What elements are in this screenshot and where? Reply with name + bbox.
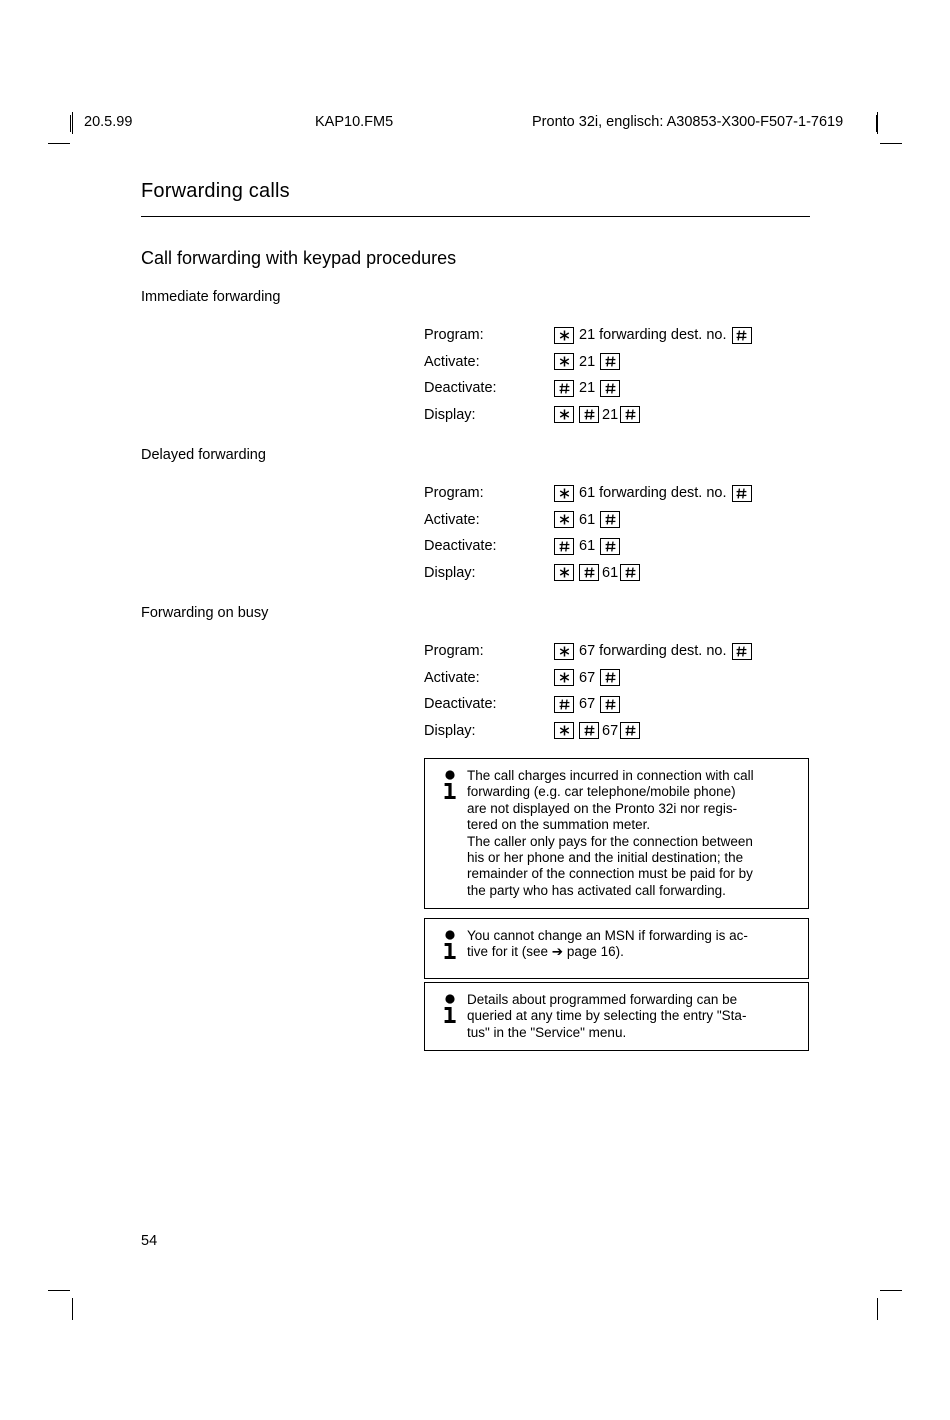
note-box-msn-change <box>424 918 809 979</box>
chapter-rule <box>141 216 810 217</box>
procedure-text: 61 <box>602 564 619 581</box>
hash-key-icon <box>732 485 752 502</box>
procedure-key-sequence <box>554 643 752 660</box>
note-line: the party who has activated call forwarding. <box>467 882 726 898</box>
header-date: 20.5.99 <box>84 114 133 130</box>
hash-key-icon <box>554 380 574 397</box>
procedure-text: 67 <box>602 722 619 739</box>
header-document-id: Pronto 32i, englisch: A30853-X300-F507-1-7619 <box>532 114 844 130</box>
procedure-key-sequence <box>554 406 640 423</box>
hash-key-icon <box>620 406 640 423</box>
info-icon <box>433 768 467 809</box>
hash-key-icon <box>579 722 599 739</box>
procedure-row <box>424 665 752 692</box>
procedure-text: 21 <box>579 353 596 370</box>
procedure-key-sequence <box>554 669 620 686</box>
hash-key-icon <box>600 353 620 370</box>
procedure-table-immediate <box>424 322 752 428</box>
procedure-key-sequence <box>554 722 640 739</box>
note-line: his or her phone and the initial destination; the <box>467 850 744 866</box>
note-line: You cannot change an MSN if forwarding is ac- <box>467 928 748 943</box>
crop-mark-top-left-h <box>48 143 70 144</box>
procedure-text: 67 <box>579 696 596 713</box>
crop-mark-bottom-left-h <box>48 1290 70 1291</box>
star-key-icon <box>554 722 574 739</box>
procedure-row-label: Display: <box>424 722 476 739</box>
hash-key-icon <box>732 327 752 344</box>
procedure-text: 67 forwarding dest. no. <box>579 643 727 660</box>
procedure-row <box>424 533 752 560</box>
star-key-icon <box>554 485 574 502</box>
star-key-icon <box>554 353 574 370</box>
crop-mark-bottom-right-h <box>880 1290 902 1291</box>
procedure-key-sequence <box>554 538 620 555</box>
running-head <box>70 114 880 132</box>
procedure-row <box>424 638 752 665</box>
hash-key-icon <box>620 722 640 739</box>
note-line: The call charges incurred in connection with call <box>467 768 754 783</box>
procedure-text: 61 <box>579 511 596 528</box>
note-body <box>467 992 746 1041</box>
note-line: remainder of the connection must be paid for by <box>467 866 753 882</box>
procedure-row <box>424 402 752 429</box>
procedure-row <box>424 691 752 718</box>
hash-key-icon <box>579 406 599 423</box>
hash-key-icon <box>600 538 620 555</box>
note-line: are not displayed on the Pronto 32i nor regis- <box>467 800 738 816</box>
procedure-key-sequence <box>554 353 620 370</box>
procedure-row <box>424 507 752 534</box>
note-line: The caller only pays for the connection between <box>467 833 753 849</box>
procedure-text: 21 forwarding dest. no. <box>579 327 727 344</box>
procedure-row-label: Activate: <box>424 669 480 686</box>
note-box-status-query <box>424 982 809 1051</box>
hash-key-icon <box>554 696 574 713</box>
procedure-key-sequence <box>554 485 752 502</box>
page-number: 54 <box>141 1233 158 1249</box>
procedure-row-label: Activate: <box>424 353 480 370</box>
note-line: tered on the summation meter. <box>467 817 651 833</box>
running-head-rule-left <box>70 115 71 132</box>
group-label-on-busy: Forwarding on busy <box>141 605 269 621</box>
hash-key-icon <box>600 511 620 528</box>
running-head-rule-right <box>876 115 877 132</box>
hash-key-icon <box>600 669 620 686</box>
procedure-text: 61 forwarding dest. no. <box>579 485 727 502</box>
procedure-text: 61 <box>579 538 596 555</box>
procedure-row <box>424 560 752 587</box>
section-title: Call forwarding with keypad procedures <box>141 248 457 268</box>
procedure-key-sequence <box>554 564 640 581</box>
info-icon <box>433 928 467 969</box>
note-body <box>467 928 748 961</box>
note-line: Details about programmed forwarding can be <box>467 992 738 1007</box>
procedure-row <box>424 718 752 745</box>
header-filename: KAP10.FM5 <box>315 114 394 130</box>
procedure-key-sequence <box>554 380 620 397</box>
star-key-icon <box>554 564 574 581</box>
procedure-row-label: Deactivate: <box>424 538 497 555</box>
star-key-icon <box>554 406 574 423</box>
procedure-row-label: Program: <box>424 327 484 344</box>
procedure-row <box>424 322 752 349</box>
group-label-immediate: Immediate forwarding <box>141 289 281 305</box>
note-line: tive for it (see ➔ page 16). <box>467 944 624 960</box>
hash-key-icon <box>554 538 574 555</box>
crop-mark-bottom-left-v <box>72 1298 73 1320</box>
hash-key-icon <box>600 380 620 397</box>
note-line: queried at any time by selecting the entry "Sta- <box>467 1008 747 1024</box>
procedure-key-sequence <box>554 511 620 528</box>
hash-key-icon <box>732 643 752 660</box>
procedure-row <box>424 480 752 507</box>
note-line: tus" in the "Service" menu. <box>467 1024 627 1040</box>
star-key-icon <box>554 669 574 686</box>
procedure-row <box>424 375 752 402</box>
procedure-row-label: Program: <box>424 643 484 660</box>
star-key-icon <box>554 643 574 660</box>
chapter-title: Forwarding calls <box>141 180 290 202</box>
procedure-row-label: Activate: <box>424 511 480 528</box>
procedure-key-sequence <box>554 696 620 713</box>
procedure-row-label: Deactivate: <box>424 380 497 397</box>
note-line: forwarding (e.g. car telephone/mobile phone) <box>467 784 736 800</box>
group-label-delayed: Delayed forwarding <box>141 447 266 463</box>
procedure-row-label: Display: <box>424 406 476 423</box>
procedure-row-label: Display: <box>424 564 476 581</box>
procedure-row-label: Program: <box>424 485 484 502</box>
hash-key-icon <box>579 564 599 581</box>
info-icon <box>433 992 467 1033</box>
star-key-icon <box>554 327 574 344</box>
procedure-row-label: Deactivate: <box>424 696 497 713</box>
procedure-key-sequence <box>554 327 752 344</box>
crop-mark-bottom-right-v <box>877 1298 878 1320</box>
procedure-text: 21 <box>579 380 596 397</box>
star-key-icon <box>554 511 574 528</box>
procedure-table-on-busy <box>424 638 752 744</box>
procedure-row <box>424 349 752 376</box>
note-body <box>467 768 754 899</box>
procedure-table-delayed <box>424 480 752 586</box>
procedure-text: 21 <box>602 406 619 423</box>
hash-key-icon <box>620 564 640 581</box>
note-box-call-charges <box>424 758 809 909</box>
crop-mark-top-right-h <box>880 143 902 144</box>
procedure-text: 67 <box>579 669 596 686</box>
hash-key-icon <box>600 696 620 713</box>
